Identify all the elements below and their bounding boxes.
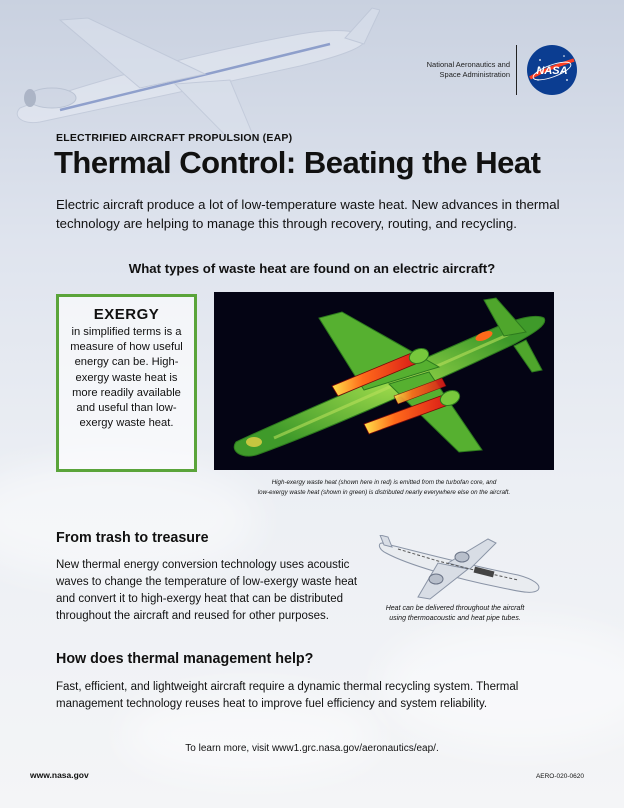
exergy-term: EXERGY: [93, 306, 160, 323]
exergy-definition-box: [56, 294, 197, 472]
exergy-description: in simplified terms is a measure of how useful energy can be. High-exergy waste heat is more readily available and useful than low-exergy waste heat.: [70, 326, 183, 430]
header-divider: [516, 45, 517, 95]
intro-paragraph: Electric aircraft produce a lot of low-temperature waste heat. New advances in thermal technology are helping to manage this through recovery, routing, and recycling.: [56, 197, 560, 231]
agency-name-line-2: Space Administration: [439, 70, 510, 79]
nasa-logo-icon: [526, 44, 578, 96]
thermal-caption-line-1: High-exergy waste heat (shown here in red) is emitted from the turbofan core, and: [271, 479, 497, 486]
footer-website: www.nasa.gov: [30, 770, 89, 780]
page-title: Thermal Control: Beating the Heat: [54, 145, 541, 180]
thermal-caption-line-2: low-exergy waste heat (shown in green) is distributed nearly everywhere else on the aircraft.: [257, 489, 511, 496]
agency-name: [400, 60, 510, 80]
waste-heat-question: What types of waste heat are found on an electric aircraft?: [128, 261, 496, 276]
learn-more-link-text: To learn more, visit www1.grc.nasa.gov/aeronautics/eap/.: [185, 743, 439, 754]
section-heading-thermal-management: How does thermal management help?: [56, 651, 314, 667]
cutaway-image-caption: Heat can be delivered throughout the aircraft using thermoacoustic and heat pipe tubes.: [385, 605, 525, 622]
thermal-aircraft-image: [214, 292, 554, 470]
section-heading-trash-to-treasure: From trash to treasure: [56, 530, 209, 546]
program-kicker: ELECTRIFIED AIRCRAFT PROPULSION (EAP): [56, 132, 293, 144]
background-aircraft-image: [0, 0, 380, 150]
thermal-image-caption: [214, 478, 554, 498]
section-body-thermal-management: Fast, efficient, and lightweight aircraft require a dynamic thermal recycling system. Thermal management technology reuses heat to improve fuel efficiency and system reliability.: [56, 681, 519, 710]
nasa-logo-text: NASA: [536, 65, 568, 77]
section-body-trash-to-treasure: New thermal energy conversion technology uses acoustic waves to change the temperature of low-exergy waste heat and convert it to high-exergy heat that can be distributed throughout the aircraft and reused for other purposes.: [56, 559, 358, 622]
cutaway-aircraft-image: [378, 535, 548, 603]
footer-document-code: AERO-020-0620: [535, 773, 584, 780]
thermal-aircraft-graphic: [214, 292, 554, 470]
agency-name-line-1: National Aeronautics and: [426, 60, 510, 69]
